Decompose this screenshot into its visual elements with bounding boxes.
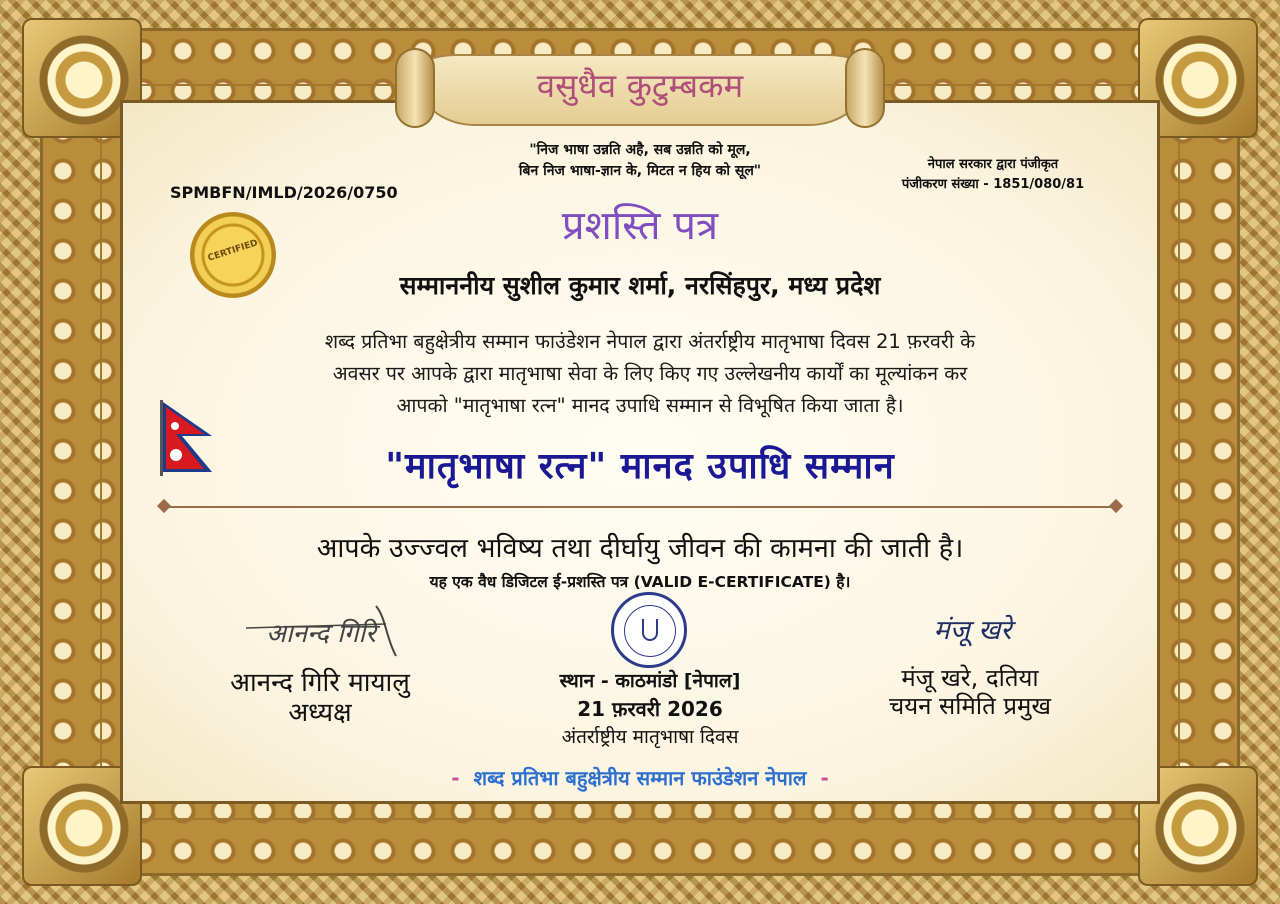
reference-number: SPMBFN/IMLD/2026/0750 (170, 183, 398, 202)
place-and-date (490, 667, 810, 751)
signature-right-text: मंजू खरे (933, 615, 1012, 646)
wish-text: आपके उज्ज्वल भविष्य तथा दीर्घायु जीवन की कामना की जाती है। (316, 533, 964, 564)
valid-certificate-note: यह एक वैध डिजिटल ई-प्रशस्ति पत्र (VALID E-CERTIFICATE) है। (429, 573, 851, 591)
signatory-left-name: आनन्द गिरि मायालु (230, 668, 410, 698)
footer-dash-right: - (820, 766, 829, 790)
footer-dash-left: - (451, 766, 460, 790)
signatory-right-name: मंजू खरे, दतिया (901, 664, 1039, 692)
motto-scroll (395, 44, 885, 132)
recipient-name: सम्माननीय सुशील कुमार शर्मा, नरसिंहपुर, मध्य प्रदेश (399, 271, 881, 300)
footer-org-name: शब्द प्रतिभा बहुक्षेत्रीय सम्मान फाउंडेशन नेपाल (473, 766, 807, 790)
signatory-left (170, 668, 470, 728)
seal-text: CERTIFIED (206, 238, 260, 264)
signature-right (885, 604, 1060, 652)
place-date: 21 फ़रवरी 2026 (577, 697, 723, 721)
signature-left (236, 598, 406, 658)
signatory-right (830, 664, 1110, 720)
signature-left-text: आनन्द गिरि (266, 619, 376, 649)
award-title: "मातृभाषा रत्न" मानद उपाधि सम्मान (385, 446, 895, 487)
signatory-right-role: चयन समिति प्रमुख (888, 692, 1052, 720)
quote-line-1: "निज भाषा उन्नति अहै, सब उन्नति को मूल, (529, 142, 751, 158)
trophy-icon (642, 619, 658, 641)
registration-info (868, 155, 1118, 195)
quote-line-2: बिन निज भाषा-ज्ञान के, मिटत न हिय को सूल" (518, 163, 762, 179)
footer-organization (380, 764, 900, 791)
motto-text: वसुधैव कुटुम्बकम (536, 66, 744, 105)
body-line-3: आपको "मातृभाषा रत्न" मानद उपाधि सम्मान से विभूषित किया जाता है। (396, 394, 904, 417)
registration-line-2: पंजीकरण संख्या - 1851/080/81 (901, 177, 1085, 192)
body-line-2: अवसर पर आपके द्वारा मातृभाषा सेवा के लिए किए गए उल्लेखनीय कार्यों का मूल्यांकन कर (332, 362, 968, 385)
certificate-title: प्रशस्ति पत्र (561, 203, 719, 249)
place-location: स्थान - काठमांडो [नेपाल] (559, 670, 741, 692)
quote-block (440, 140, 840, 182)
divider-line (165, 506, 1115, 508)
organization-stamp-icon (611, 592, 687, 668)
registration-line-1: नेपाल सरकार द्वारा पंजीकृत (927, 157, 1059, 172)
body-line-1: शब्द प्रतिभा बहुक्षेत्रीय सम्मान फाउंडेशन नेपाल द्वारा अंतर्राष्ट्रीय मातृभाषा दिवस 21 फ़रवरी के (324, 330, 976, 353)
certificate-body (190, 326, 1110, 422)
nepal-flag-icon (160, 400, 216, 476)
signatory-left-role: अध्यक्ष (288, 698, 352, 728)
place-occasion: अंतर्राष्ट्रीय मातृभाषा दिवस (561, 726, 739, 748)
